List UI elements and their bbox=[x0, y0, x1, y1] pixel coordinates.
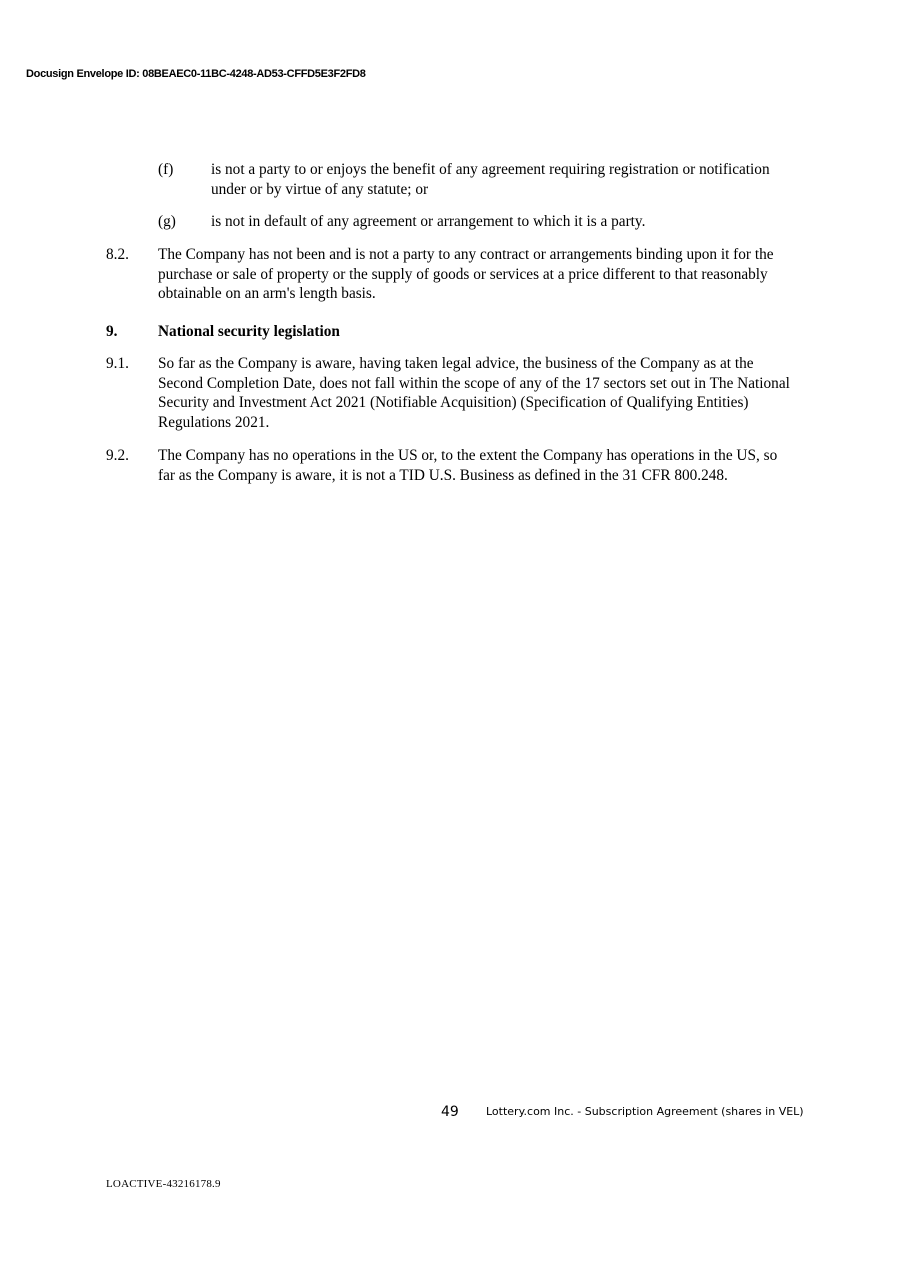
clause-f bbox=[158, 160, 790, 199]
clause-text: is not in default of any agreement or arrangement to which it is a party. bbox=[211, 213, 646, 230]
clause-text: The Company has not been and is not a party to any contract or arrangements binding upon it for the purchase or sale of property or the supply of goods or services at a price different to that reasonably obtainable on an arm's length basis. bbox=[158, 246, 774, 302]
section-9-heading bbox=[106, 322, 792, 342]
envelope-id: Docusign Envelope ID: 08BEAEC0-11BC-4248-AD53-CFFD5E3F2FD8 bbox=[26, 68, 366, 80]
section-number: 9. bbox=[106, 323, 118, 340]
clause-text: So far as the Company is aware, having taken legal advice, the business of the Company as at the Second Completion Date, does not fall within the scope of any of the 17 sectors set out in The National Security and Investment Act 2021 (Notifiable Acquisition) (Specification of Qualifying Entities) Regulations 2021. bbox=[158, 355, 790, 431]
document-reference: LOACTIVE-43216178.9 bbox=[106, 1178, 221, 1190]
clause-number: 9.1. bbox=[106, 355, 129, 372]
clause-text: is not a party to or enjoys the benefit of any agreement requiring registration or notification under or by virtue of any statute; or bbox=[211, 161, 770, 198]
section-title: National security legislation bbox=[158, 323, 340, 340]
clause-9-2 bbox=[106, 446, 792, 485]
footer-title: Lottery.com Inc. - Subscription Agreement (shares in VEL) bbox=[486, 1105, 804, 1118]
clause-number: (f) bbox=[158, 161, 174, 178]
clause-8-2 bbox=[106, 245, 792, 304]
clause-number: 8.2. bbox=[106, 246, 129, 263]
clause-number: (g) bbox=[158, 213, 176, 230]
page-number: 49 bbox=[441, 1104, 459, 1120]
clause-text: The Company has no operations in the US or, to the extent the Company has operations in the US, so far as the Company is aware, it is not a TID U.S. Business as defined in the 31 CFR 800.248. bbox=[158, 447, 778, 484]
clause-g bbox=[158, 212, 790, 232]
clause-number: 9.2. bbox=[106, 447, 129, 464]
clause-9-1 bbox=[106, 354, 792, 432]
